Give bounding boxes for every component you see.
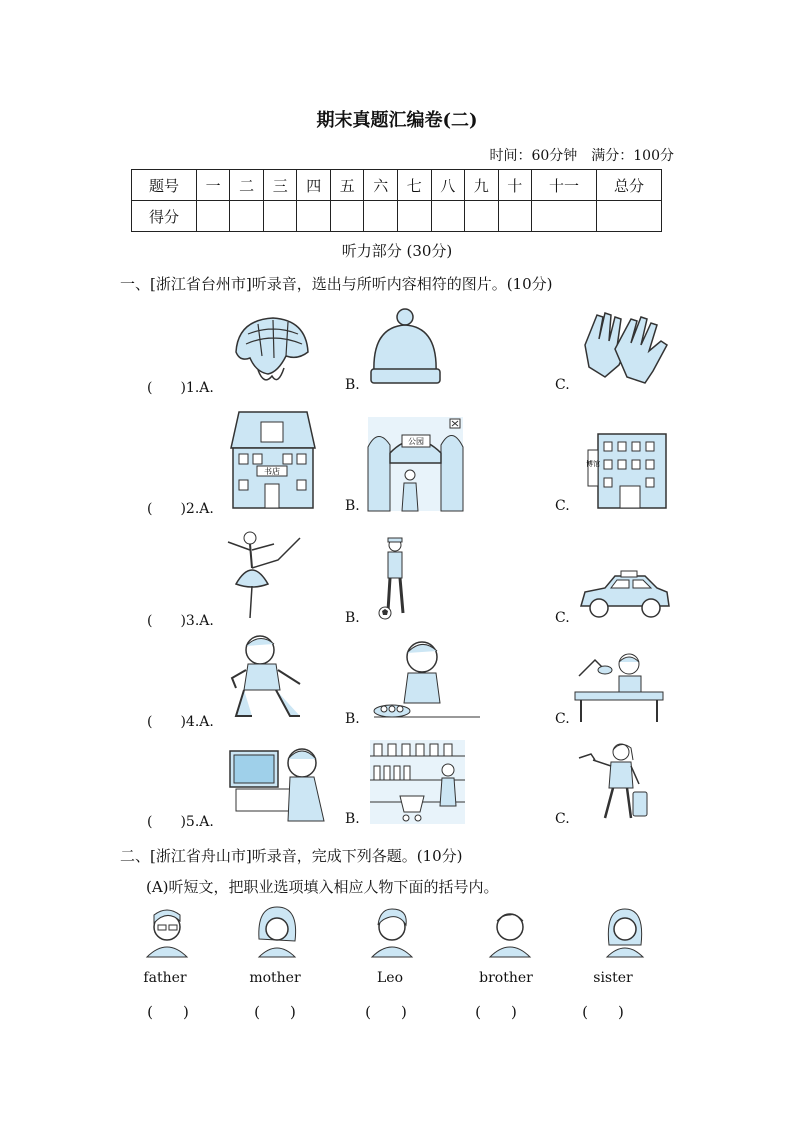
score-table: [131, 169, 662, 232]
boy-reading-image[interactable]: [575, 652, 665, 722]
q5-option-c: C.: [555, 811, 570, 827]
q2-option-b: B.: [345, 498, 360, 514]
q4-option-c: C.: [555, 711, 570, 727]
member-name-mother: mother: [249, 970, 301, 986]
member-name-father: father: [143, 970, 187, 986]
supermarket-image[interactable]: [370, 740, 465, 824]
q1-label: ( )1.A.: [147, 380, 214, 396]
q3-option-b: B.: [345, 610, 360, 626]
score-cell[interactable]: [398, 201, 432, 232]
member-name-leo: Leo: [376, 970, 403, 986]
q3-label: ( )3.A.: [147, 613, 214, 629]
q3-option-c: C.: [555, 610, 570, 626]
girl-travelling-image[interactable]: [577, 740, 652, 822]
taxi-image[interactable]: [577, 570, 672, 622]
boy-kung-fu-image[interactable]: [230, 632, 305, 720]
answer-blank-mother[interactable]: ( ): [254, 1003, 296, 1021]
leo-portrait: [370, 905, 415, 957]
soccer-player-image[interactable]: [375, 537, 415, 621]
page-title: 期末真题汇编卷(二): [316, 110, 478, 131]
answer-blank-leo[interactable]: ( ): [365, 1003, 407, 1021]
header-cell: 四: [297, 170, 331, 201]
header-cell: 十一: [532, 170, 597, 201]
header-cell: 三: [263, 170, 297, 201]
q2-option-c: C.: [555, 498, 570, 514]
brother-portrait: [488, 905, 533, 957]
mother-portrait: [255, 905, 300, 957]
score-cell[interactable]: [364, 201, 398, 232]
q1-option-c: C.: [555, 377, 570, 393]
sister-portrait: [603, 905, 648, 957]
header-cell: 六: [364, 170, 398, 201]
q5-option-b: B.: [345, 811, 360, 827]
score-table-score-row: [132, 201, 662, 232]
score-cell[interactable]: [297, 201, 331, 232]
gloves-image[interactable]: [575, 305, 675, 390]
member-name-brother: brother: [479, 970, 533, 986]
q4-option-b: B.: [345, 711, 360, 727]
member-name-sister: sister: [593, 970, 633, 986]
header-cell: 九: [465, 170, 499, 201]
score-cell[interactable]: [465, 201, 499, 232]
score-cell[interactable]: [431, 201, 465, 232]
boy-making-dumplings-image[interactable]: [372, 637, 482, 719]
bike-helmet-image[interactable]: [228, 312, 313, 387]
score-cell[interactable]: [330, 201, 364, 232]
header-cell: 一: [196, 170, 230, 201]
q5-label: ( )5.A.: [147, 814, 214, 830]
section2-title: 二、[浙江省舟山市]听录音，完成下列各题。(10分): [120, 847, 463, 865]
answer-blank-father[interactable]: ( ): [147, 1003, 189, 1021]
header-cell: 二: [230, 170, 264, 201]
score-table-header-row: [132, 170, 662, 201]
q2-label: ( )2.A.: [147, 501, 214, 517]
score-cell[interactable]: [498, 201, 532, 232]
park-sign: 公园: [408, 437, 424, 446]
score-cell[interactable]: [596, 201, 661, 232]
answer-blank-sister[interactable]: ( ): [582, 1003, 624, 1021]
header-cell: 八: [431, 170, 465, 201]
score-cell[interactable]: [230, 201, 264, 232]
header-cell: 总分: [596, 170, 661, 201]
museum-image[interactable]: [588, 430, 668, 510]
row-label: 得分: [132, 201, 197, 232]
section1-title: 一、[浙江省台州市]听录音，选出与所听内容相符的图片。(10分): [120, 275, 553, 293]
museum-sign: 博馆: [586, 460, 600, 468]
score-cell[interactable]: [196, 201, 230, 232]
ballet-dancer-image[interactable]: [222, 528, 304, 623]
section2-sub-a: (A)听短文，把职业选项填入相应人物下面的括号内。: [146, 878, 499, 896]
q1-option-b: B.: [345, 377, 360, 393]
score-cell[interactable]: [532, 201, 597, 232]
park-gate-image[interactable]: [368, 417, 463, 511]
time-info: 时间：60分钟 满分：100分: [489, 148, 674, 164]
bookstore-sign: 书店: [264, 467, 280, 476]
girl-watching-tv-image[interactable]: [228, 737, 328, 823]
header-cell: 题号: [132, 170, 197, 201]
listening-header: 听力部分 (30分): [341, 242, 453, 260]
header-cell: 七: [398, 170, 432, 201]
header-cell: 十: [498, 170, 532, 201]
bookstore-image[interactable]: [225, 408, 320, 510]
score-cell[interactable]: [263, 201, 297, 232]
winter-hat-image[interactable]: [368, 307, 443, 387]
father-portrait: [145, 905, 190, 957]
q4-label: ( )4.A.: [147, 714, 214, 730]
header-cell: 五: [330, 170, 364, 201]
answer-blank-brother[interactable]: ( ): [475, 1003, 517, 1021]
